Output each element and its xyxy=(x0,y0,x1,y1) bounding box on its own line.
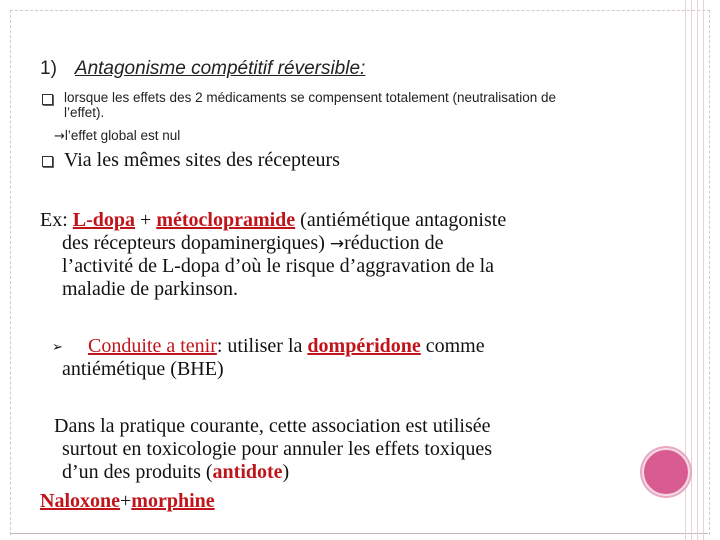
bullet1-line3-text: l’effet global est nul xyxy=(64,128,181,143)
decorative-circle xyxy=(642,448,690,496)
final-plus: + xyxy=(120,490,132,512)
pratique-line3b: ) xyxy=(282,461,290,483)
bullet1-line3 xyxy=(54,128,180,144)
pratique-line2: surtout en toxicologie pour annuler les effets toxiques xyxy=(62,438,493,460)
pratique-line3 xyxy=(62,462,289,483)
drug-metoclopramide: métoclopramide xyxy=(156,209,296,231)
drug-domperidone: dompéridone xyxy=(307,335,421,357)
checkbox-bullet-icon xyxy=(42,94,53,105)
plus-sign: + xyxy=(135,209,157,231)
drug-naloxone: Naloxone xyxy=(40,490,120,512)
bullet2-text: Via les mêmes sites des récepteurs xyxy=(64,149,340,171)
pratique-line3a: d’un des produits ( xyxy=(62,461,213,483)
conduite-colon: : utiliser la xyxy=(216,335,308,357)
example-line2b: réduction de xyxy=(344,232,444,254)
right-arrow-icon: → xyxy=(54,129,65,144)
example-line1 xyxy=(40,210,506,231)
example-line2a: des récepteurs dopaminergiques) xyxy=(62,232,330,254)
title-number: 1) xyxy=(40,58,57,79)
example-line3: l’activité de L-dopa d’où le risque d’aggravation de la xyxy=(62,255,495,277)
conduite-after: comme xyxy=(420,335,485,357)
drug-ldopa: L-dopa xyxy=(72,209,136,231)
bullet1-line2: l’effet). xyxy=(64,105,105,120)
right-arrow-icon: → xyxy=(329,234,345,254)
title-text: Antagonisme compétitif réversible: xyxy=(74,58,366,79)
example-line4: maladie de parkinson. xyxy=(62,278,239,300)
bullet1-line1: lorsque les effets des 2 médicaments se compensent totalement (neutralisation de xyxy=(64,90,557,105)
conduite-line1 xyxy=(88,336,485,357)
example-after: (antiémétique antagoniste xyxy=(295,209,507,231)
slide-frame-bottom xyxy=(10,533,708,534)
arrow-bullet-icon: ➢ xyxy=(52,340,63,355)
checkbox-bullet-icon xyxy=(42,156,53,167)
antidote-text: antidote xyxy=(212,461,283,483)
final-line xyxy=(40,491,215,512)
decorative-edge-lines xyxy=(685,0,720,540)
pratique-line1: Dans la pratique courante, cette association est utilisée xyxy=(54,415,491,437)
slide-title xyxy=(40,58,365,80)
example-line2 xyxy=(62,233,444,255)
conduite-line2: antiémétique (BHE) xyxy=(62,358,224,380)
conduite-label: Conduite a tenir xyxy=(88,335,217,357)
drug-morphine: morphine xyxy=(131,490,215,512)
example-prefix: Ex: xyxy=(40,209,73,231)
